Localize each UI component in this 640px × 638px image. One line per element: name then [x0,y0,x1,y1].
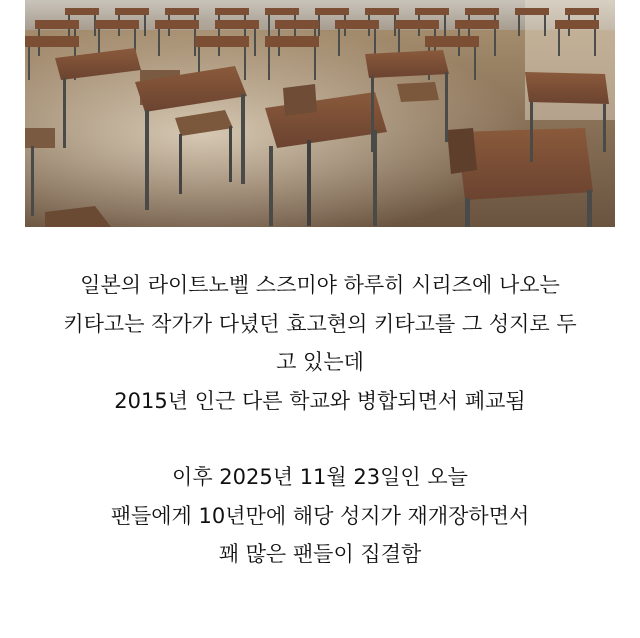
background-desk [335,20,379,29]
background-desk [365,8,399,15]
background-desk [25,36,79,47]
desk-leg [144,15,146,36]
background-desk [115,8,149,15]
background-desk [215,8,249,15]
post-caption [0,266,640,574]
desk-leg [268,47,270,80]
background-desk [195,36,249,47]
background-desk [455,20,499,29]
background-desk [315,8,349,15]
desk-leg [254,29,256,56]
caption-line: 이후 2025년 11월 23일인 오늘 [172,465,468,489]
background-desk [425,36,479,47]
desk-leg [398,29,400,56]
background-desk [415,8,449,15]
background-desk [265,8,299,15]
background-desk [35,20,79,29]
paragraph-gap [0,420,640,458]
classroom-photo [25,0,615,227]
background-desk [65,8,99,15]
background-desk [555,20,599,29]
caption-line: 고 있는데 [276,350,364,374]
background-desk [165,8,199,15]
desk-leg [338,29,340,56]
caption-line: 2015년 인근 다른 학교와 병합되면서 폐교됨 [114,388,526,413]
desk-leg [314,47,316,80]
desk-leg [268,15,270,36]
desk-leg [558,29,560,56]
background-desk [265,36,319,47]
caption-line: 일본의 라이트노벨 스즈미야 하루히 시리즈에 나오는 [80,273,560,297]
desk-leg [244,47,246,80]
caption-line: 팬들에게 10년만에 해당 성지가 재개장하면서 [110,503,530,528]
background-desk [95,20,139,29]
desk-leg [158,29,160,56]
background-desk [215,20,259,29]
background-desk [465,8,499,15]
desk-leg [98,29,100,56]
desk-leg [374,29,376,56]
desk-leg [544,15,546,36]
desk-leg [518,15,520,36]
background-desk [275,20,319,29]
background-desk [395,20,439,29]
desk-leg [594,29,596,56]
background-desk [155,20,199,29]
caption-line: 꽤 많은 팬들이 집결함 [218,542,422,566]
desk-leg [28,47,30,80]
desk-leg [474,47,476,80]
desk-leg [444,15,446,36]
background-desk [565,8,599,15]
desk-leg [494,29,496,56]
background-desk [515,8,549,15]
caption-line: 키타고는 작가가 다녔던 효고현의 키타고를 그 성지로 두 [63,311,577,336]
